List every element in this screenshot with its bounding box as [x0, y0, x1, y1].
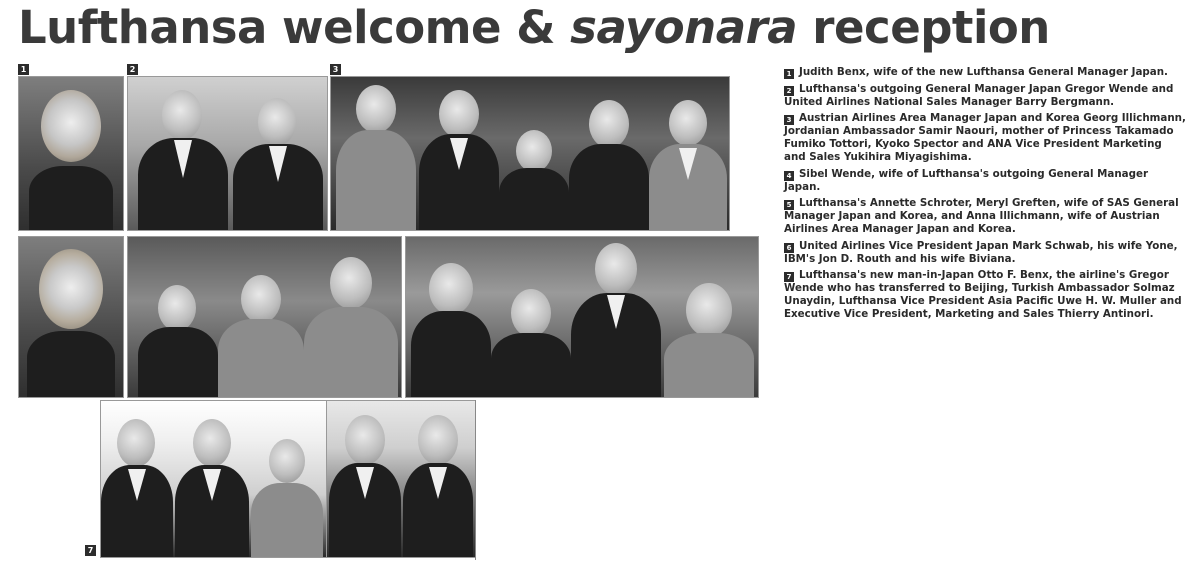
- person: [138, 285, 218, 397]
- person: [491, 289, 571, 397]
- column-divider: [475, 400, 476, 560]
- photo-7-right: [326, 400, 476, 558]
- photo-3: [330, 76, 730, 231]
- photo-2: [127, 76, 328, 231]
- person: [664, 283, 754, 397]
- person: [336, 85, 416, 230]
- person: [419, 90, 499, 230]
- caption-text: Lufthansa's outgoing General Manager Japan Gregor Wende and United Airlines National Sales Manager Barry Bergmann.: [784, 82, 1174, 108]
- photo-number-2: 2: [127, 64, 138, 75]
- caption-number: 7: [784, 272, 794, 282]
- caption-7: [784, 269, 1186, 321]
- caption-text: Sibel Wende, wife of Lufthansa's outgoing General Manager Japan.: [784, 167, 1149, 193]
- photo-1: [18, 76, 124, 231]
- caption-text: Austrian Airlines Area Manager Japan and Korea Georg Illichmann, Jordanian Ambassador Samir Naouri, mother of Princess Takamado Fumiko Tottori, Kyoko Spector and ANA Vice President Marketing and Sales Yukihira Miyagishima.: [784, 112, 1186, 163]
- person: [403, 415, 473, 557]
- person: [569, 100, 649, 230]
- person: [571, 243, 661, 397]
- person: [218, 275, 304, 397]
- headline-part3: reception: [797, 1, 1050, 54]
- person: [27, 241, 115, 397]
- caption-3: [784, 112, 1186, 164]
- caption-number: 5: [784, 200, 794, 210]
- person: [175, 419, 249, 557]
- caption-text: United Airlines Vice President Japan Mark Schwab, his wife Yone, IBM's Jon D. Routh and his wife Biviana.: [784, 239, 1178, 265]
- person: [304, 257, 398, 397]
- photo-number-7: 7: [85, 545, 96, 556]
- headline: [18, 0, 1198, 56]
- caption-text: Judith Benx, wife of the new Lufthansa General Manager Japan.: [799, 66, 1168, 78]
- caption-5: [784, 197, 1186, 236]
- photo-number-3: 3: [330, 64, 341, 75]
- caption-number: 2: [784, 86, 794, 96]
- person: [329, 415, 401, 557]
- caption-4: [784, 168, 1186, 194]
- headline-part1: Lufthansa welcome &: [18, 1, 571, 54]
- photo-5: [127, 236, 402, 398]
- captions-list: [784, 66, 1186, 325]
- person: [233, 98, 323, 230]
- headline-part2: sayonara: [570, 1, 798, 54]
- caption-1: [784, 66, 1186, 79]
- photo-7: [100, 400, 328, 558]
- person: [411, 263, 491, 397]
- person: [649, 100, 727, 230]
- caption-number: 1: [784, 69, 794, 79]
- person: [251, 439, 323, 557]
- person: [499, 130, 569, 230]
- caption-number: 4: [784, 171, 794, 181]
- caption-6: [784, 240, 1186, 266]
- caption-number: 3: [784, 115, 794, 125]
- person: [29, 80, 113, 230]
- caption-text: Lufthansa's new man-in-Japan Otto F. Benx, the airline's Gregor Wende who has transferred to Beijing, Turkish Ambassador Solmaz Unaydin, Lufthansa Vice President Asia Pacific Uwe H. W. Muller and Executive Vice President, Marketing and Sales Thierry Antinori.: [784, 269, 1182, 320]
- person: [101, 419, 173, 557]
- person: [138, 90, 228, 230]
- photo-4: [18, 236, 124, 398]
- photo-6: [405, 236, 759, 398]
- caption-text: Lufthansa's Annette Schroter, Meryl Greften, wife of SAS General Manager Japan and Korea, and Anna Illichmann, wife of Austrian Airlines Area Manager Japan and Korea.: [784, 197, 1179, 235]
- caption-number: 6: [784, 243, 794, 253]
- photo-number-1: 1: [18, 64, 29, 75]
- caption-2: [784, 83, 1186, 109]
